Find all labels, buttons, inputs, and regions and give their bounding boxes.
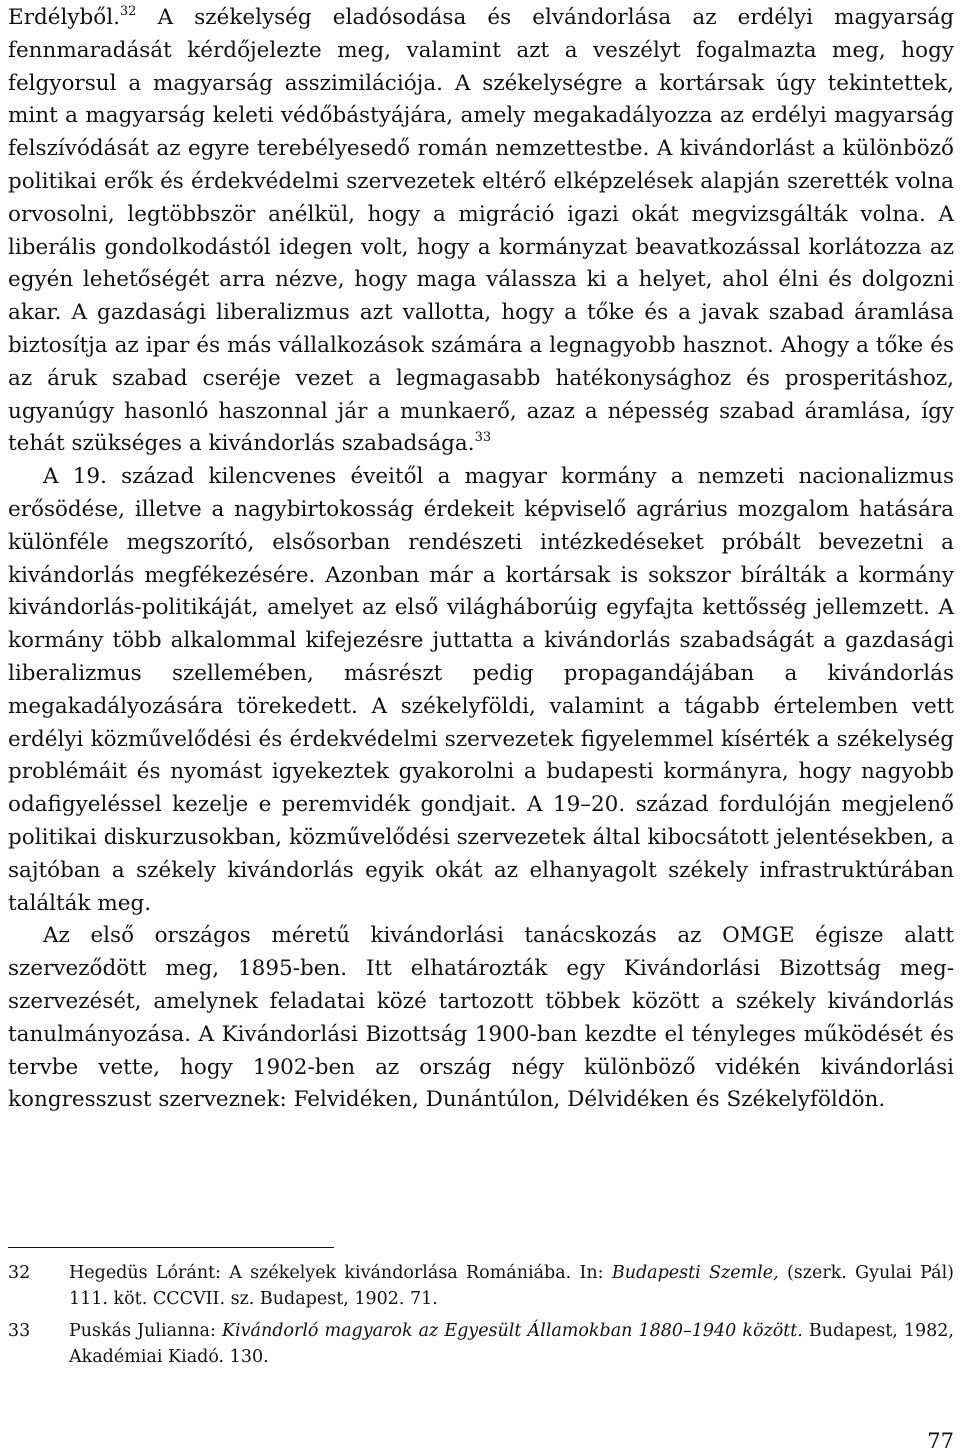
footnote: [8, 1318, 954, 1370]
footnote: [8, 1260, 954, 1312]
footnote-number: 33: [8, 1321, 31, 1341]
paragraph-1: [8, 2, 954, 461]
footnote-text-part: (szerk. Gyulai Pál) 111. köt. CCCVII. sz. Budapest, 1902. 71.: [69, 1263, 954, 1309]
footnote-italic-title: Budapesti Szemle,: [611, 1263, 779, 1283]
paragraph-1-text: A székelység eladósodása és elvándorlása az erdélyi magyarság fennmaradását kérdőjelezte meg, valamint azt a veszélyt fogalmazta meg, hogy felgyorsul a magyarság asszimilációja. A székelységre a kortársak úgy tekintettek, mint a magyarság keleti védőbástyájára, amely megakadályozza az erdélyi magyarság felszívódását az egyre terebélyesedő román nemzettestbe. A kivándorlást a különböző politikai erők és érdekvédelmi szervezetek eltérő elképzelések alapján szerették volna orvosolni, legtöbbször anélkül, hogy a migráció igazi okát megvizsgálták volna. A liberális gondolkodástól idegen volt, hogy a kormányzat beavatkozással korlátozza az egyén lehetőségét arra nézve, hogy maga válassza ki a helyet, ahol élni és dolgozni akar. A gazdasági liberalizmus azt vallotta, hogy a tőke és a javak szabad áramlása biztosítja az ipar és más vállalkozások számára a legnagyobb hasznot. Ahogy a tőke és az áruk szabad cseréje vezet a legmagasabb hatékonysághoz és prosperitáshoz, ugyanúgy hasonló haszonnal jár a munkaerő, azaz a népesség szabad áramlása, így tehát szükséges a kivándorlás szabadsága.: [8, 5, 954, 457]
paragraph-1-start: Erdélyből.: [8, 5, 120, 30]
book-page: [8, 0, 954, 1455]
footnote-text-part: Budapest, 1982, Akadémiai Kiadó. 130.: [69, 1321, 954, 1367]
footnote-separator: [8, 1247, 334, 1248]
footnote-text: [69, 1260, 954, 1312]
main-text: [8, 2, 954, 1117]
footnote-text: [69, 1318, 954, 1370]
footnote-number: 32: [8, 1263, 31, 1283]
footnote-ref-33[interactable]: 33: [474, 430, 492, 446]
paragraph-2: A 19. század kilencvenes éveitől a magyar kormány a nemzeti nacionalizmus erősödése, illetve a nagybirtokosság érdekeit képviselő agrárius mozgalom hatására különféle megszorító, elsősorban rendészeti intézkedéseket próbált bevezetni a kivándorlás megfékezésére. Azonban már a kortársak is sokszor bírálták a kormány kivándorlás-politikáját, amelyet az első világháborúig egyfajta kettősség jellemzett. A kormány több alkalommal kifejezésre juttatta a kivándorlás szabadságát a gazdasági liberalizmus szellemében, másrészt pedig propagandájában a kivándorlás megakadályozására törekedett. A székelyföldi, valamint a tágabb értelemben vett erdélyi közművelődési és érdekvédelmi szervezetek figyelemmel kísérték a székelység problémáit és nyomást igyekeztek gyakorolni a budapesti kormányra, hogy nagyobb odafigyeléssel kezelje e peremvidék gondjait. A 19–20. század fordulóján megjelenő politikai diskurzusokban, közművelődési szervezetek által kibocsátott jelentésekben, a sajtóban a székely kivándorlás egyik okát az elhanyagolt székely infrastruktúrában találták meg.: [8, 464, 954, 916]
footnote-text-part: Hegedüs Lóránt: A székelyek kivándorlása Romániába. In:: [69, 1263, 612, 1283]
footnote-text-part: Puskás Julianna:: [69, 1321, 222, 1341]
footnote-italic-title: Kivándorló magyarok az Egyesült Államokban 1880–1940 között.: [221, 1321, 803, 1341]
paragraph-3: Az első országos méretű kivándorlási tanácskozás az OMGE égisze alatt szerveződött meg, 1895-ben. Itt elhatározták egy Kivándorlási Bizottság megszervezését, amelynek feladatai közé tartozott többek között a székely kivándorlás tanulmányozása. A Kivándorlási Bizottság 1900-ban kezdte el tényleges működését és tervbe vette, hogy 1902-ben az ország négy különböző vidékén kivándorlási kongresszust szerveznek: Felvidéken, Dunántúlon, Délvidéken és Székelyföldön.: [8, 923, 954, 1113]
footnote-ref-32[interactable]: 32: [119, 4, 137, 19]
page-number: 77: [927, 1429, 954, 1453]
footnotes: [8, 1260, 954, 1376]
